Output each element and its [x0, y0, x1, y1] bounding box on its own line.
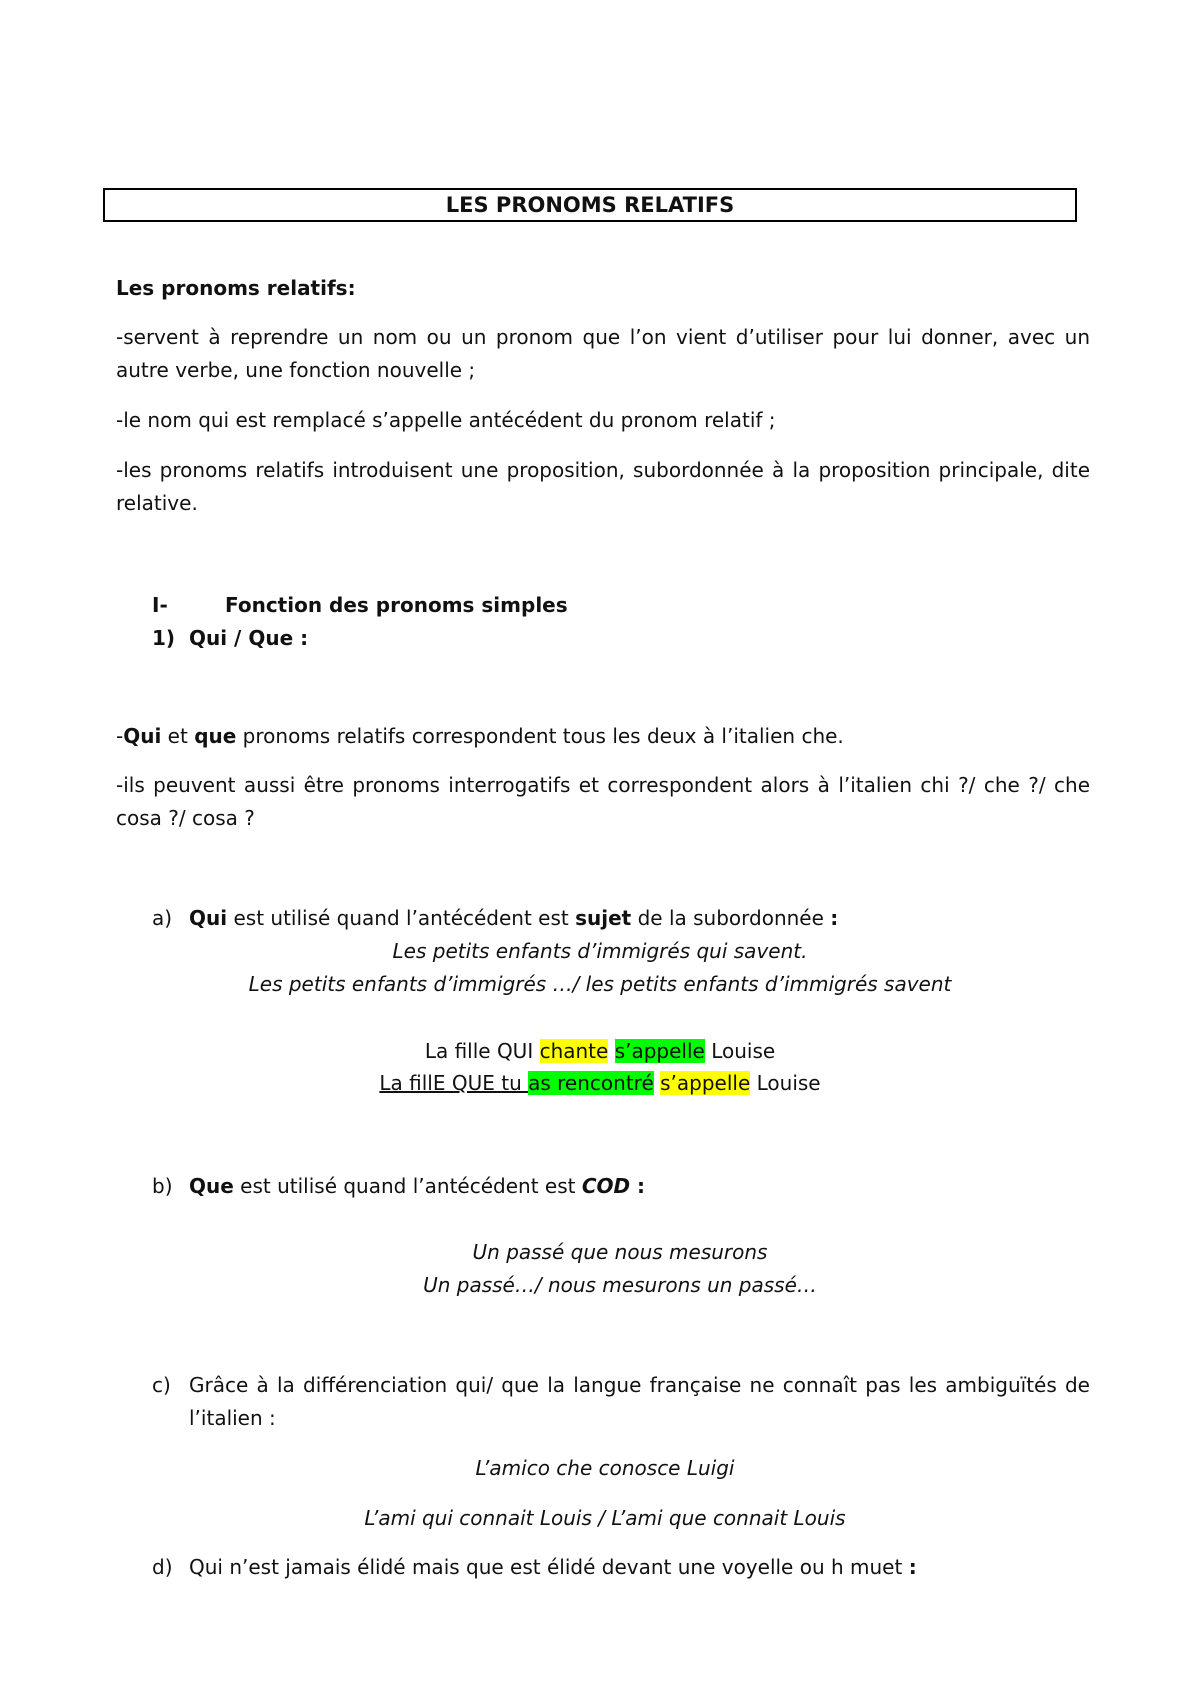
intro-bullet-2: -le nom qui est remplacé s’appelle antécédent du pronom relatif ;	[116, 408, 776, 432]
section-title: Fonction des pronoms simples	[225, 593, 568, 617]
item-c-text: Grâce à la différenciation qui/ que la langue française ne connaît pas les ambiguïtés de l’italien :	[189, 1373, 1090, 1430]
item-b-label: b)	[152, 1174, 173, 1198]
text: La fille QUI	[424, 1039, 540, 1063]
item-d-text	[189, 1551, 917, 1584]
qui-que-line-2: -ils peuvent aussi être pronoms interrogatifs et correspondent alors à l’italien chi ?/ che ?/ che cosa ?/ cosa ?	[116, 773, 1090, 830]
text	[608, 1039, 614, 1063]
highlight-chante: chante	[539, 1039, 609, 1063]
example-a-1: Les petits enfants d’immigrés qui savent.	[392, 939, 808, 963]
qui-keyword: Qui	[123, 724, 162, 748]
text-underlined: La fillE QUE tu	[379, 1071, 529, 1095]
item-a-text	[189, 902, 838, 935]
highlight-sappelle: s’appelle	[614, 1039, 705, 1063]
example-c-1: L’amico che conosce Luigi	[475, 1456, 735, 1480]
colon: :	[830, 906, 839, 930]
item-a-label: a)	[152, 906, 173, 930]
text: et	[161, 724, 195, 748]
colon: :	[908, 1555, 917, 1579]
section-number: I-	[152, 593, 168, 617]
cod-keyword: COD	[581, 1174, 631, 1198]
item-b-text	[189, 1170, 645, 1203]
example-b-1: Un passé que nous mesurons	[472, 1240, 768, 1264]
example-a-4	[0, 1067, 1200, 1099]
qui-que-line-1	[116, 720, 1090, 753]
example-a-2: Les petits enfants d’immigrés …/ les petits enfants d’immigrés savent	[248, 972, 952, 996]
subsection-number: 1)	[152, 626, 176, 650]
sujet-keyword: sujet	[575, 906, 632, 930]
highlight-sappelle: s’appelle	[660, 1071, 751, 1095]
text: est utilisé quand l’antécédent est	[227, 906, 576, 930]
example-b-2: Un passé…/ nous mesurons un passé…	[423, 1273, 817, 1297]
text: pronoms relatifs correspondent tous les deux à l’italien che.	[236, 724, 844, 748]
que-keyword: que	[194, 724, 237, 748]
text: de la subordonnée	[631, 906, 831, 930]
text: Louise	[704, 1039, 776, 1063]
highlight-as-rencontre: as rencontré	[528, 1071, 654, 1095]
text: Qui n’est jamais élidé mais que est élidé devant une voyelle ou h muet	[189, 1555, 909, 1579]
dash: -	[116, 724, 124, 748]
intro-bullet-1: -servent à reprendre un nom ou un pronom que l’on vient d’utiliser pour lui donner, avec un autre verbe, une fonction nouvelle ;	[116, 325, 1090, 382]
example-a-3	[0, 1035, 1200, 1067]
example-c-2: L’ami qui connait Louis / L’ami que connait Louis	[364, 1506, 846, 1530]
subsection-title: Qui / Que :	[189, 626, 309, 650]
text: est utilisé quand l’antécédent est	[233, 1174, 582, 1198]
qui-keyword: Qui	[189, 906, 228, 930]
intro-heading: Les pronoms relatifs:	[116, 276, 356, 300]
item-c-label: c)	[152, 1373, 171, 1397]
item-d-label: d)	[152, 1555, 173, 1579]
que-keyword: Que	[189, 1174, 234, 1198]
text: Louise	[750, 1071, 821, 1095]
page-title: LES PRONOMS RELATIFS	[103, 188, 1077, 222]
intro-bullet-3: -les pronoms relatifs introduisent une proposition, subordonnée à la proposition principale, dite relative.	[116, 458, 1090, 515]
colon: :	[630, 1174, 646, 1198]
